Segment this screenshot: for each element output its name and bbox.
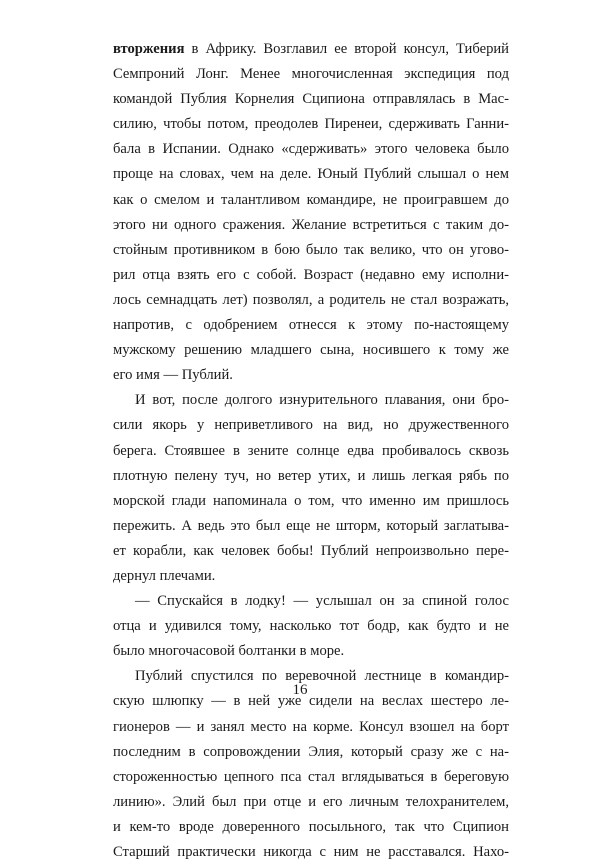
- text-line: последним в сопровождении Элия, который сразу же с на-: [113, 743, 509, 760]
- page-number: 16: [292, 682, 308, 698]
- text-line: и кем-то вроде доверенного посыльного, так что Сципион: [113, 818, 509, 835]
- text-line: пережить. А ведь это был еще не шторм, который заглатыва-: [113, 517, 509, 534]
- text-line: морской глади напоминала о том, что именно им пришлось: [113, 492, 509, 509]
- text-line: И вот, после долгого изнурительного плавания, они бро-: [135, 392, 509, 409]
- text-line: линию». Элий был при отце и его личным телохранителем,: [113, 793, 509, 810]
- text-line: дернул плечами.: [113, 567, 216, 584]
- text-line: лось семнадцать лет) позволял, а родитель не стал возражать,: [113, 291, 509, 308]
- text-line: было многочасовой болтанки в море.: [113, 643, 345, 660]
- text-line: Старший практически никогда с ним не расставался. Нахо-: [113, 844, 509, 860]
- text-line: плотную пелену туч, но ветер утих, и лишь легкая рябь по: [113, 467, 509, 484]
- text-line-rest: в Африку. Возглавил ее второй консул, Тиберий: [184, 41, 509, 57]
- text-line: скую шлюпку — в ней уже сидели на веслах шестеро ле-: [113, 693, 509, 710]
- body-text: [113, 37, 509, 865]
- text-line: отца и удивился тому, насколько тот бодр, как будто и не: [113, 618, 509, 635]
- text-line: силию, чтобы потом, преодолев Пиренеи, сдерживать Ганни-: [113, 116, 509, 133]
- text-line: как о смелом и талантливом командире, не проигравшем до: [113, 191, 509, 208]
- text-line: стойным противником в бою было так велико, что он угово-: [113, 241, 509, 258]
- text-line: Семпроний Лонг. Менее многочисленная экспедиция под: [113, 66, 509, 83]
- text-line: его имя — Публий.: [113, 367, 233, 384]
- text-line: сили якорь у неприветливого на вид, но дружественного: [113, 417, 509, 434]
- text-line: напротив, с одобрением отнесся к этому по-настоящему: [113, 317, 509, 334]
- text-line: стороженностью цепного пса стал вглядываться в береговую: [113, 768, 509, 785]
- text-line: [113, 37, 509, 62]
- text-line: мужскому решению младшего сына, носившего к тому же: [113, 342, 509, 359]
- text-line: бала в Испании. Однако «сдерживать» этого человека было: [113, 141, 509, 158]
- text-line: рил отца взять его с собой. Возраст (недавно ему исполни-: [113, 266, 509, 283]
- text-line: гионеров — и занял место на корме. Консул взошел на борт: [113, 718, 509, 735]
- text-line: командой Публия Корнелия Сципиона отправлялась в Мас-: [113, 91, 509, 108]
- text-line: — Спускайся в лодку! — услышал он за спиной голос: [135, 593, 509, 610]
- text-line: ет корабли, как человек бобы! Публий непроизвольно пере-: [113, 542, 509, 559]
- bold-word: вторжения: [113, 41, 185, 57]
- text-line: Публий спустился по веревочной лестнице в командир-: [135, 668, 509, 685]
- text-line: этого ни одного сражения. Желание встретиться с таким до-: [113, 216, 509, 233]
- text-line: берега. Стоявшее в зените солнце едва пробивалось сквозь: [113, 442, 509, 459]
- text-line: проще на словах, чем на деле. Юный Публий слышал о нем: [113, 166, 509, 183]
